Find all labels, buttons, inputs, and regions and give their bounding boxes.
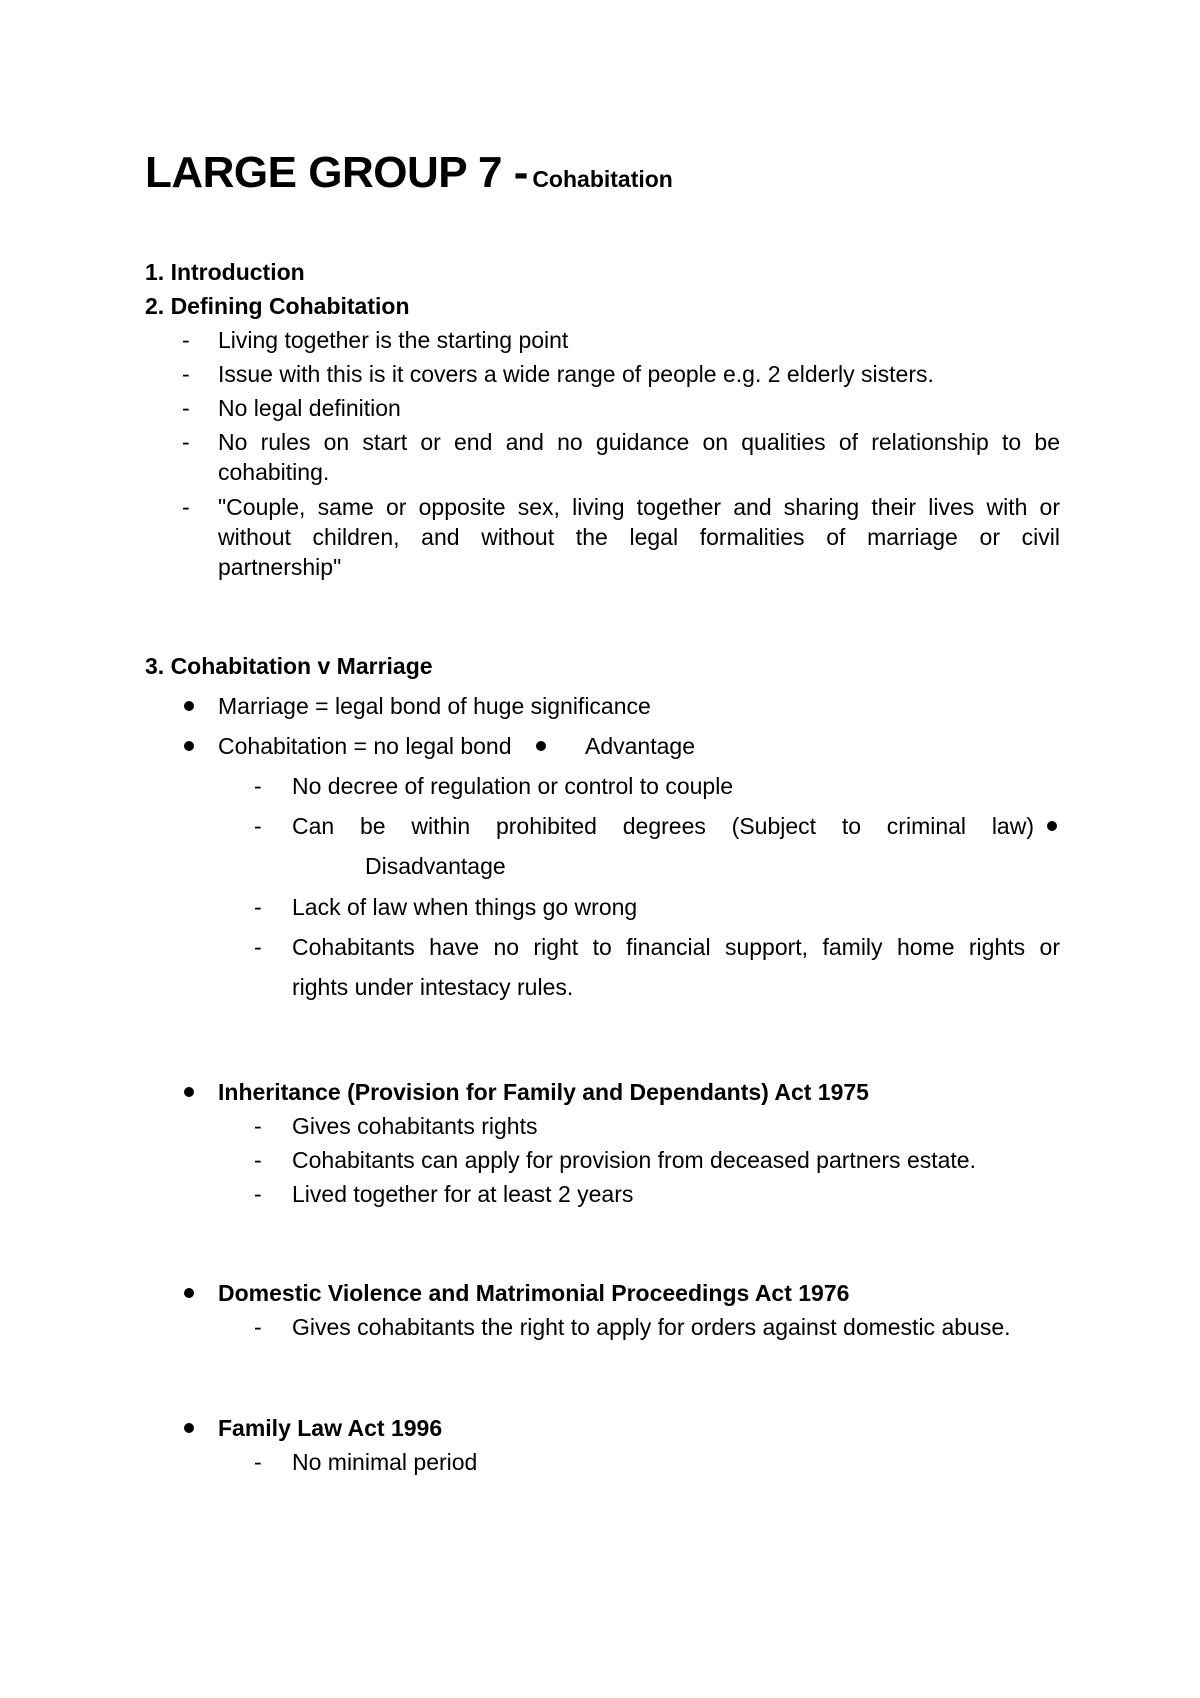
heading-introduction: 1. Introduction [145,259,305,285]
list-item: Gives cohabitants the right to apply for orders against domestic abuse. [292,1314,1011,1340]
heading-defining-cohabitation: 2. Defining Cohabitation [145,293,410,319]
heading-family-law-act: Family Law Act 1996 [218,1415,443,1441]
heading-inheritance-act: Inheritance (Provision for Family and Dependants) Act 1975 [218,1079,869,1105]
title-sub: Cohabitation [532,166,673,192]
list-item: No decree of regulation or control to couple [292,773,734,799]
list-item: No legal definition [218,395,401,421]
list-item-continuation: rights under intestacy rules. [292,974,574,1000]
disadvantage-label: Disadvantage [365,853,506,879]
page-title [145,148,673,198]
list-item: Living together is the starting point [218,327,569,353]
list-item: No minimal period [292,1449,478,1475]
list-item: Lived together for at least 2 years [292,1181,634,1207]
bullet-icon [536,741,546,751]
bullet-icon [184,1288,194,1298]
list-item-continuation: cohabiting. [218,459,330,485]
title-main: LARGE GROUP 7 - [145,148,528,197]
dash-marker: - [254,1113,262,1139]
bullet-icon [184,701,194,711]
list-item: "Couple, same or opposite sex, living together and sharing their lives with or [218,494,1060,520]
dash-marker: - [254,1449,262,1475]
dash-marker: - [182,327,190,353]
list-item: No rules on start or end and no guidance on qualities of relationship to be [218,429,1060,455]
bullet-item: Marriage = legal bond of huge significance [218,693,651,719]
dash-marker: - [182,361,190,387]
heading-cohabitation-v-marriage: 3. Cohabitation v Marriage [145,653,433,679]
list-item: Issue with this is it covers a wide range of people e.g. 2 elderly sisters. [218,361,934,387]
dash-marker: - [254,1147,262,1173]
list-item: Cohabitants have no right to financial support, family home rights or [292,934,1060,960]
bullet-icon [184,741,194,751]
dash-marker: - [254,894,262,920]
dash-marker: - [182,494,190,520]
list-item: Gives cohabitants rights [292,1113,538,1139]
list-item: Lack of law when things go wrong [292,894,638,920]
dash-marker: - [254,773,262,799]
list-item-continuation: partnership" [218,554,342,580]
dash-marker: - [182,429,190,455]
list-item: Can be within prohibited degrees (Subject to criminal law) [292,813,1034,839]
list-item: Cohabitants can apply for provision from deceased partners estate. [292,1147,976,1173]
bullet-item: Cohabitation = no legal bond [218,733,512,759]
dash-marker: - [254,1314,262,1340]
dash-marker: - [182,395,190,421]
advantage-label: Advantage [585,733,695,759]
dash-marker: - [254,813,262,839]
dash-marker: - [254,934,262,960]
heading-domestic-violence-act: Domestic Violence and Matrimonial Proceedings Act 1976 [218,1280,850,1306]
dash-marker: - [254,1181,262,1207]
bullet-icon [1047,821,1057,831]
list-item-continuation: without children, and without the legal formalities of marriage or civil [218,524,1060,550]
bullet-icon [184,1423,194,1433]
bullet-icon [184,1087,194,1097]
